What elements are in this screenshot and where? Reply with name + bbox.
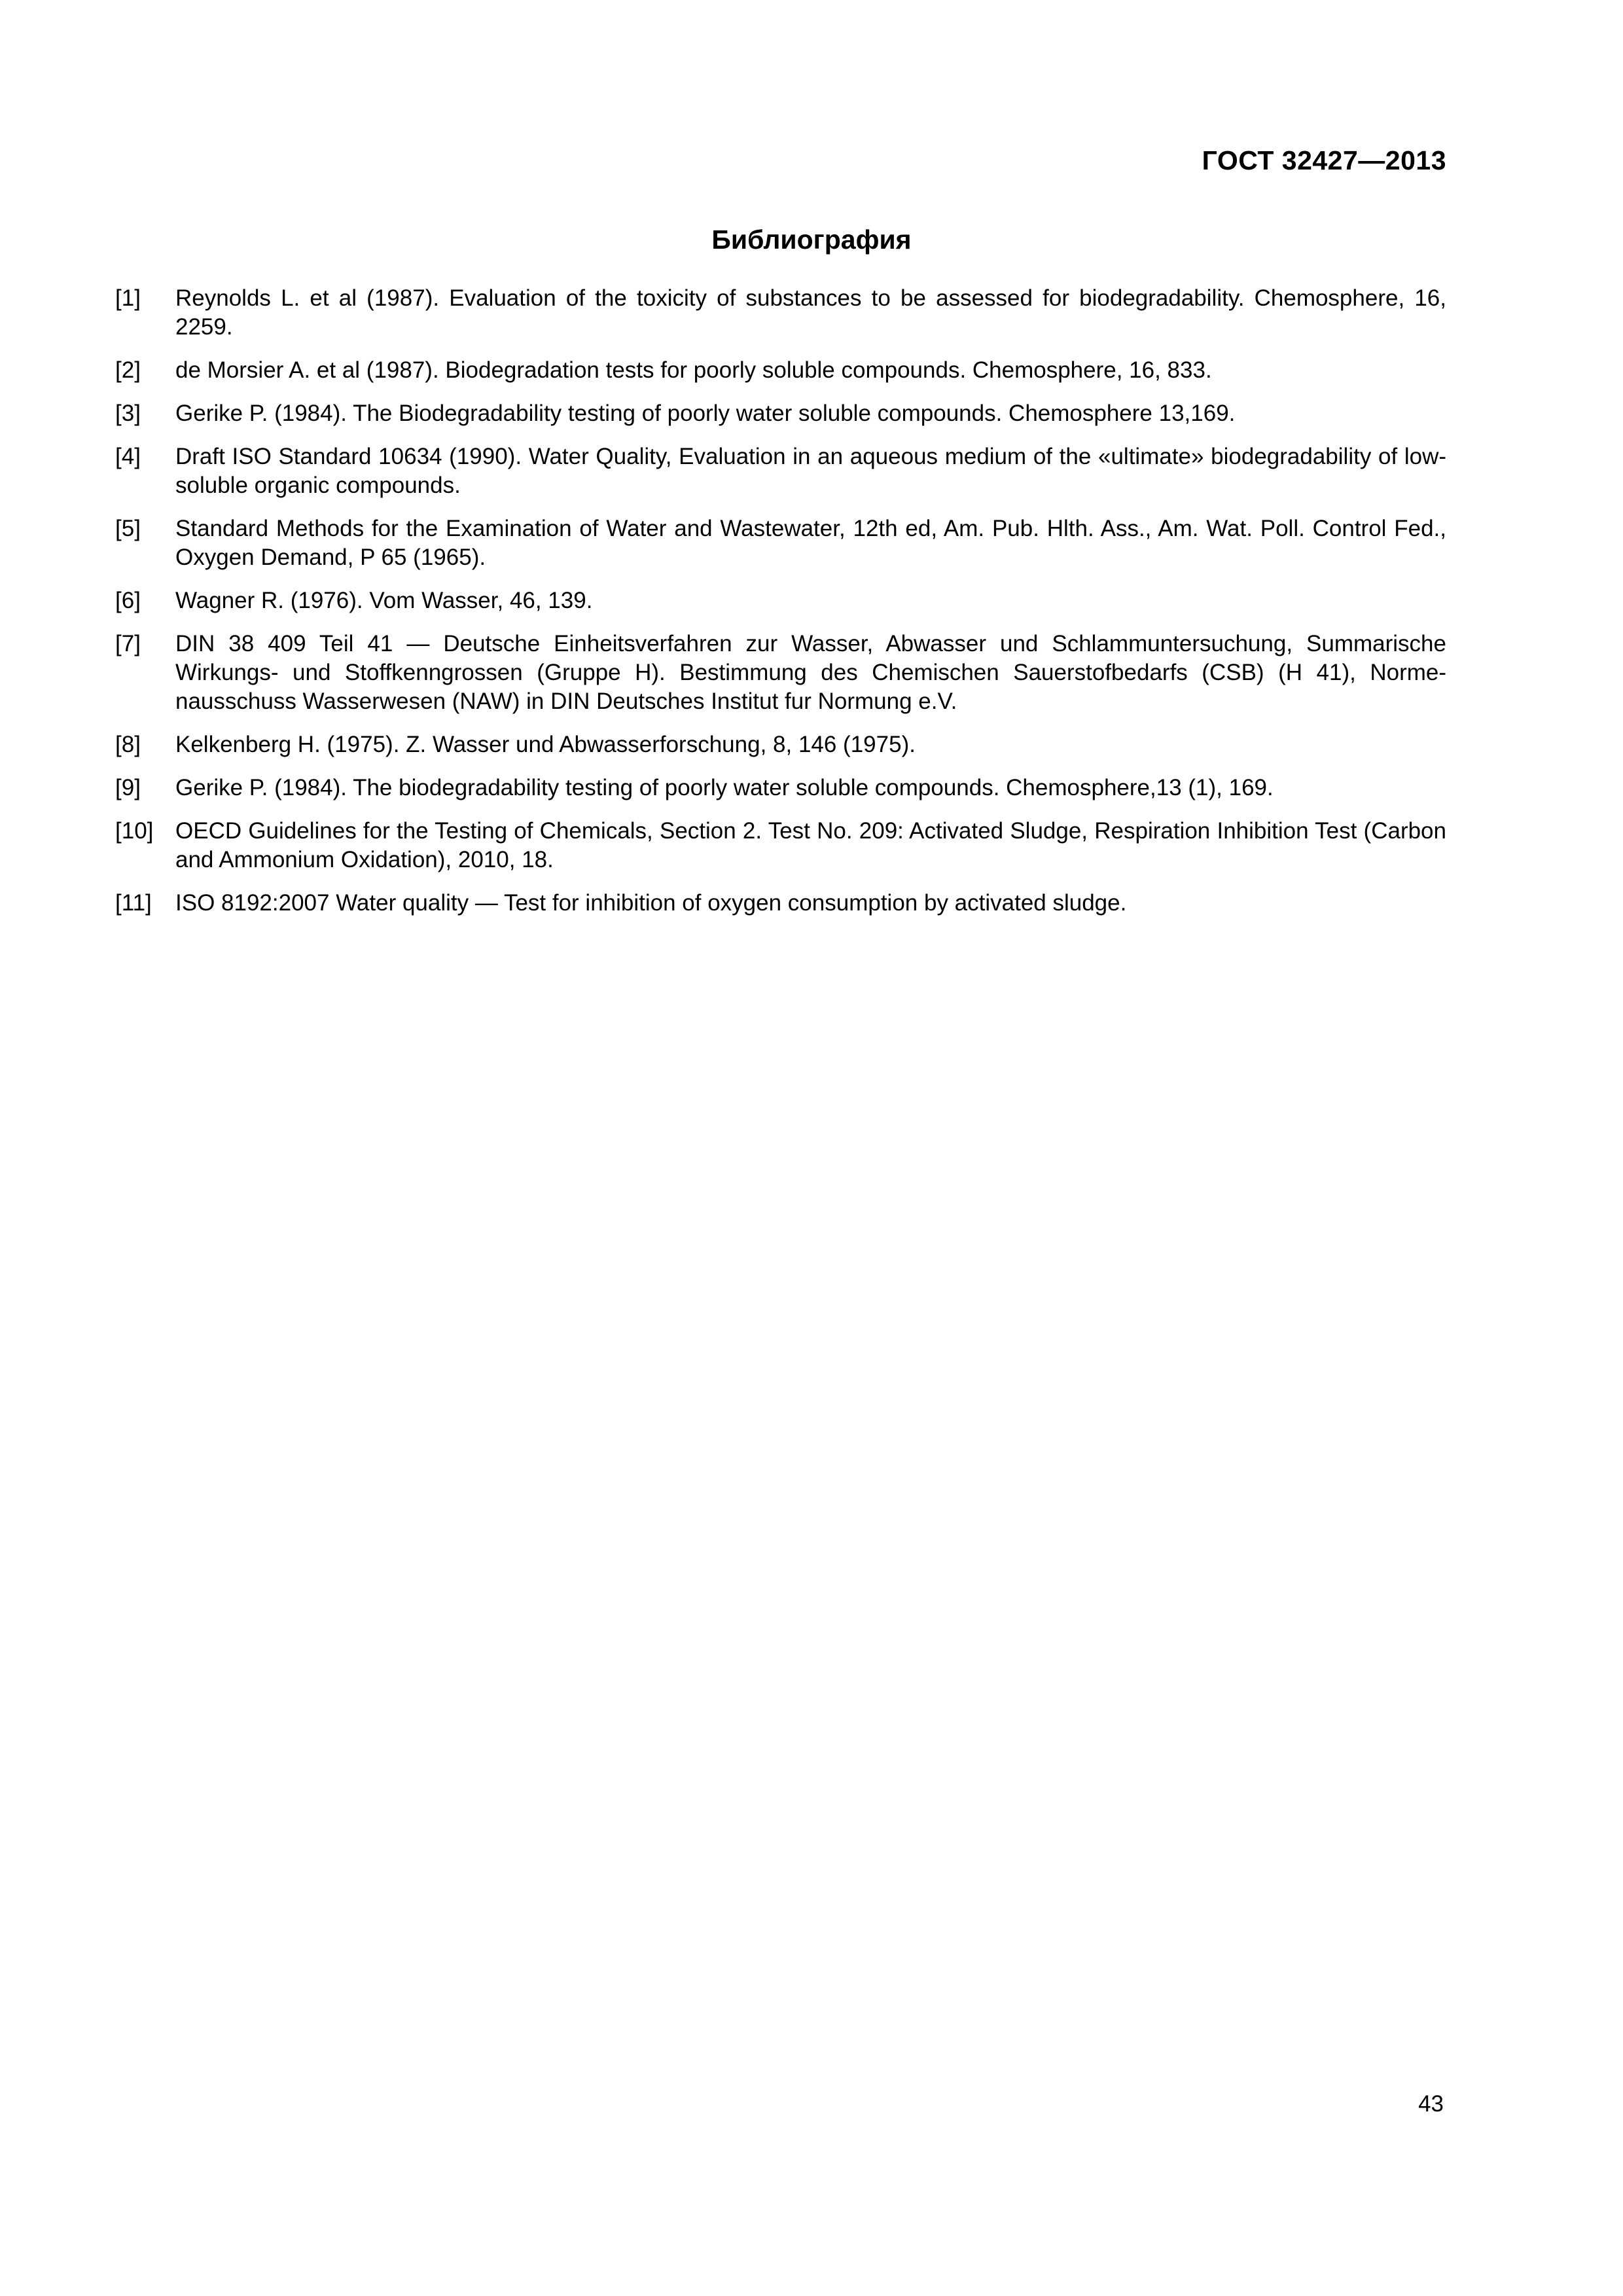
bibliography-entry-3 xyxy=(115,399,1446,428)
bibliography-entry-11 xyxy=(115,889,1446,918)
bibliography-list xyxy=(115,284,1446,932)
entry-number: [4] xyxy=(115,444,141,469)
entry-number: [11] xyxy=(115,890,152,916)
entry-text: Gerike P. (1984). The Biodegradability testing of poorly water soluble compounds. Chemosphere 13,169. xyxy=(175,401,1236,426)
entry-text: Gerike P. (1984). The biodegradability testing of poorly water soluble compounds. Chemosphere,13 (1), 169. xyxy=(175,775,1274,800)
bibliography-entry-5 xyxy=(115,514,1446,572)
bibliography-entry-6 xyxy=(115,586,1446,615)
entry-text: Standard Methods for the Examination of Water and Wastewater, 12th ed, Am. Pub. Hlth. Ass., Am. Wat. Poll. Control Fed., Oxygen Demand, P 65 (1965). xyxy=(175,516,1446,570)
entry-number: [5] xyxy=(115,516,141,541)
page-number: 43 xyxy=(1418,2091,1444,2117)
entry-number: [9] xyxy=(115,775,141,800)
entry-text: Draft ISO Standard 10634 (1990). Water Quality, Evaluation in an aqueous medium of the «ultimate» biodegradability of low-soluble organic compounds. xyxy=(175,444,1446,498)
entry-text: Wagner R. (1976). Vom Wasser, 46, 139. xyxy=(175,588,593,613)
bibliography-entry-2 xyxy=(115,356,1446,385)
entry-number: [1] xyxy=(115,285,141,311)
entry-number: [6] xyxy=(115,588,141,613)
bibliography-entry-9 xyxy=(115,774,1446,802)
bibliography-entry-8 xyxy=(115,730,1446,759)
entry-text: ISO 8192:2007 Water quality — Test for inhibition of oxygen consumption by activated sludge. xyxy=(175,890,1127,916)
document-code: ГОСТ 32427—2013 xyxy=(1202,145,1446,175)
entry-text: Kelkenberg H. (1975). Z. Wasser und Abwasserforschung, 8, 146 (1975). xyxy=(175,732,916,757)
entry-number: [8] xyxy=(115,732,141,757)
entry-text: DIN 38 409 Teil 41 — Deutsche Einheitsverfahren zur Wasser, Abwasser und Schlammuntersuchung, Summarische Wirkungs- und Stoffkenngrossen (Gruppe H). Bestimmung des Chemischen Sauerstofbedarfs (CSB) (H 41), Norme-nausschuss Wasserwesen (NAW) in DIN Deutsches Institut fur Normung e.V. xyxy=(175,631,1446,714)
entry-number: [2] xyxy=(115,357,141,383)
bibliography-entry-1 xyxy=(115,284,1446,342)
bibliography-entry-10 xyxy=(115,817,1446,874)
entry-number: [10] xyxy=(115,818,154,844)
bibliography-entry-4 xyxy=(115,442,1446,500)
entry-number: [7] xyxy=(115,631,141,656)
entry-text: OECD Guidelines for the Testing of Chemicals, Section 2. Test No. 209: Activated Sludge, Respiration Inhibition Test (Carbon and Ammonium Oxidation), 2010, 18. xyxy=(175,818,1446,872)
entry-number: [3] xyxy=(115,401,141,426)
entry-text: Reynolds L. et al (1987). Evaluation of the toxicity of substances to be assessed for biodegradability. Chemosphere, 16, 2259. xyxy=(175,285,1446,340)
entry-text: de Morsier A. et al (1987). Biodegradation tests for poorly soluble compounds. Chemosphere, 16, 833. xyxy=(175,357,1212,383)
bibliography-title: Библиография xyxy=(711,224,912,255)
bibliography-entry-7 xyxy=(115,630,1446,716)
